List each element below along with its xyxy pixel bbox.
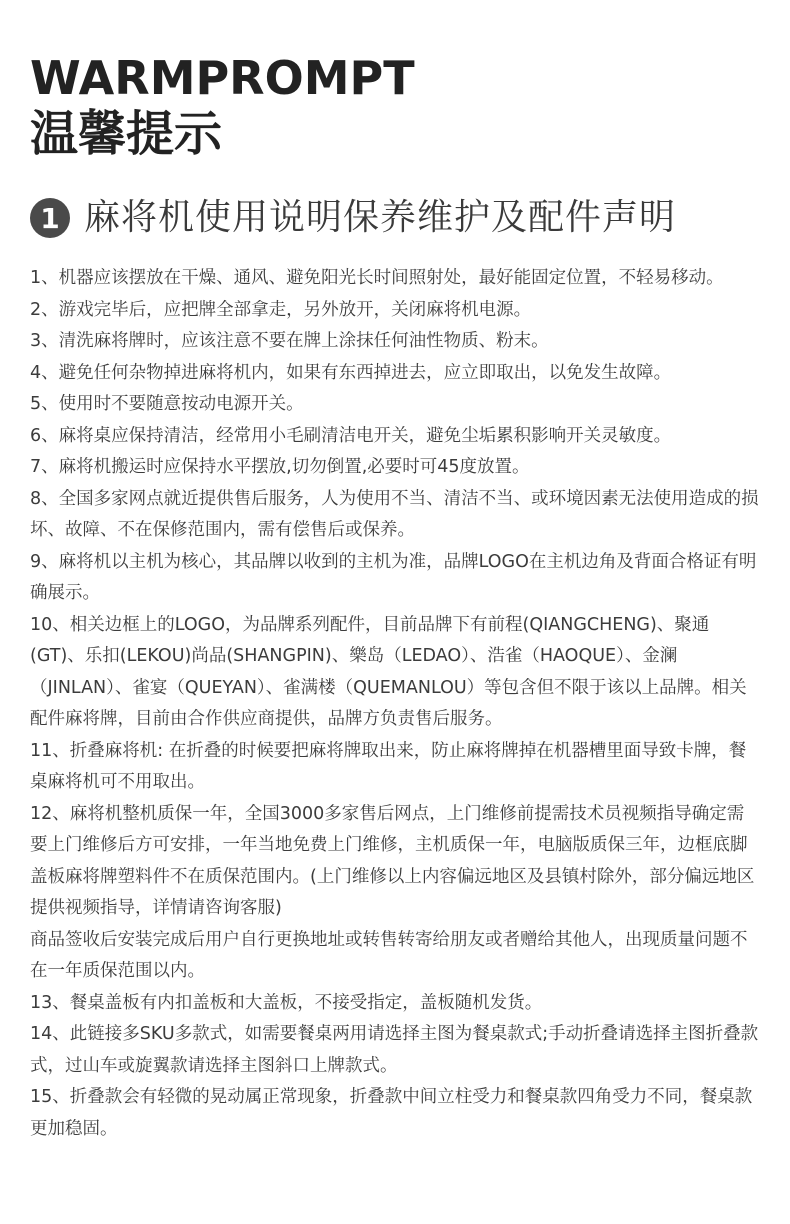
list-item: 3、清洗麻将牌时，应该注意不要在牌上涂抹任何油性物质、粉末。 bbox=[30, 331, 549, 351]
section-title: 麻将机使用说明保养维护及配件声明 bbox=[84, 197, 677, 238]
title-english: WARMPROMPT bbox=[30, 51, 415, 105]
list-item: 4、避免任何杂物掉进麻将机内，如果有东西掉进去，应立即取出，以免发生故障。 bbox=[30, 362, 672, 383]
list-item: 14、此链接多SKU多款式，如需要餐桌两用请选择主图为餐桌款式;手动折叠请选择主图折叠款式，过山车或旋翼款请选择主图斜口上牌款式。 bbox=[30, 1024, 759, 1076]
list-item: 6、麻将桌应保持清洁，经常用小毛刷清洁电开关，避免尘垢累积影响开关灵敏度。 bbox=[30, 425, 672, 446]
list-item: 5、使用时不要随意按动电源开关。 bbox=[30, 394, 304, 414]
title-chinese: 温馨提示 bbox=[30, 106, 223, 162]
list-item: 8、全国多家网点就近提供售后服务，人为使用不当、清洁不当、或环境因素无法使用造成的损坏、故障、不在保修范围内，需有偿售后或保养。 bbox=[30, 488, 759, 540]
list-item: 2、游戏完毕后，应把牌全部拿走，另外放开，关闭麻将机电源。 bbox=[30, 299, 532, 320]
list-item: 13、餐桌盖板有内扣盖板和大盖板，不接受指定，盖板随机发货。 bbox=[30, 992, 543, 1013]
notice-list bbox=[30, 263, 760, 1145]
list-item: 11、折叠麻将机: 在折叠的时候要把麻将牌取出来，防止麻将牌掉在机器槽里面导致卡牌，餐桌麻将机可不用取出。 bbox=[30, 740, 747, 792]
list-item: 15、折叠款会有轻微的晃动属正常现象，折叠款中间立柱受力和餐桌款四角受力不同，餐桌款更加稳固。 bbox=[30, 1087, 753, 1139]
page-header bbox=[30, 52, 415, 162]
list-item: 10、相关边框上的LOGO，为品牌系列配件，目前品牌下有前程(QIANGCHENG)、聚通(GT)、乐扣(LEKOU)尚品(SHANGPIN)、樂岛（LEDAO）、浩雀（HAOQUE）、金澜（JINLAN）、雀宴（QUEYAN）、雀满楼（QUEMANLOU）等包含但不限于该以上品牌。相关配件麻将牌，目前由合作供应商提供，品牌方负责售后服务。 bbox=[30, 614, 747, 729]
list-item: 12、麻将机整机质保一年，全国3000多家售后网点，上门维修前提需技术员视频指导确定需要上门维修后方可安排，一年当地免费上门维修，主机质保一年，电脑版质保三年，边框底脚盖板麻将牌塑料件不在质保范围内。(上门维修以上内容偏远地区及县镇村除外，部分偏远地区提供视频指导，详情请咨询客服) bbox=[30, 803, 755, 918]
list-item: 7、麻将机搬运时应保持水平摆放,切勿倒置,必要时可45度放置。 bbox=[30, 457, 530, 477]
list-item: 9、麻将机以主机为核心，其品牌以收到的主机为准，品牌LOGO在主机边角及背面合格证有明确展示。 bbox=[30, 551, 757, 603]
list-item: 商品签收后安装完成后用户自行更换地址或转售转寄给朋友或者赠给其他人，出现质量问题不在一年质保范围以内。 bbox=[30, 929, 748, 981]
number-one-icon: 1 bbox=[30, 198, 70, 238]
section-heading bbox=[30, 196, 676, 240]
list-item: 1、机器应该摆放在干燥、通风、避免阳光长时间照射处，最好能固定位置，不轻易移动。 bbox=[30, 268, 724, 288]
